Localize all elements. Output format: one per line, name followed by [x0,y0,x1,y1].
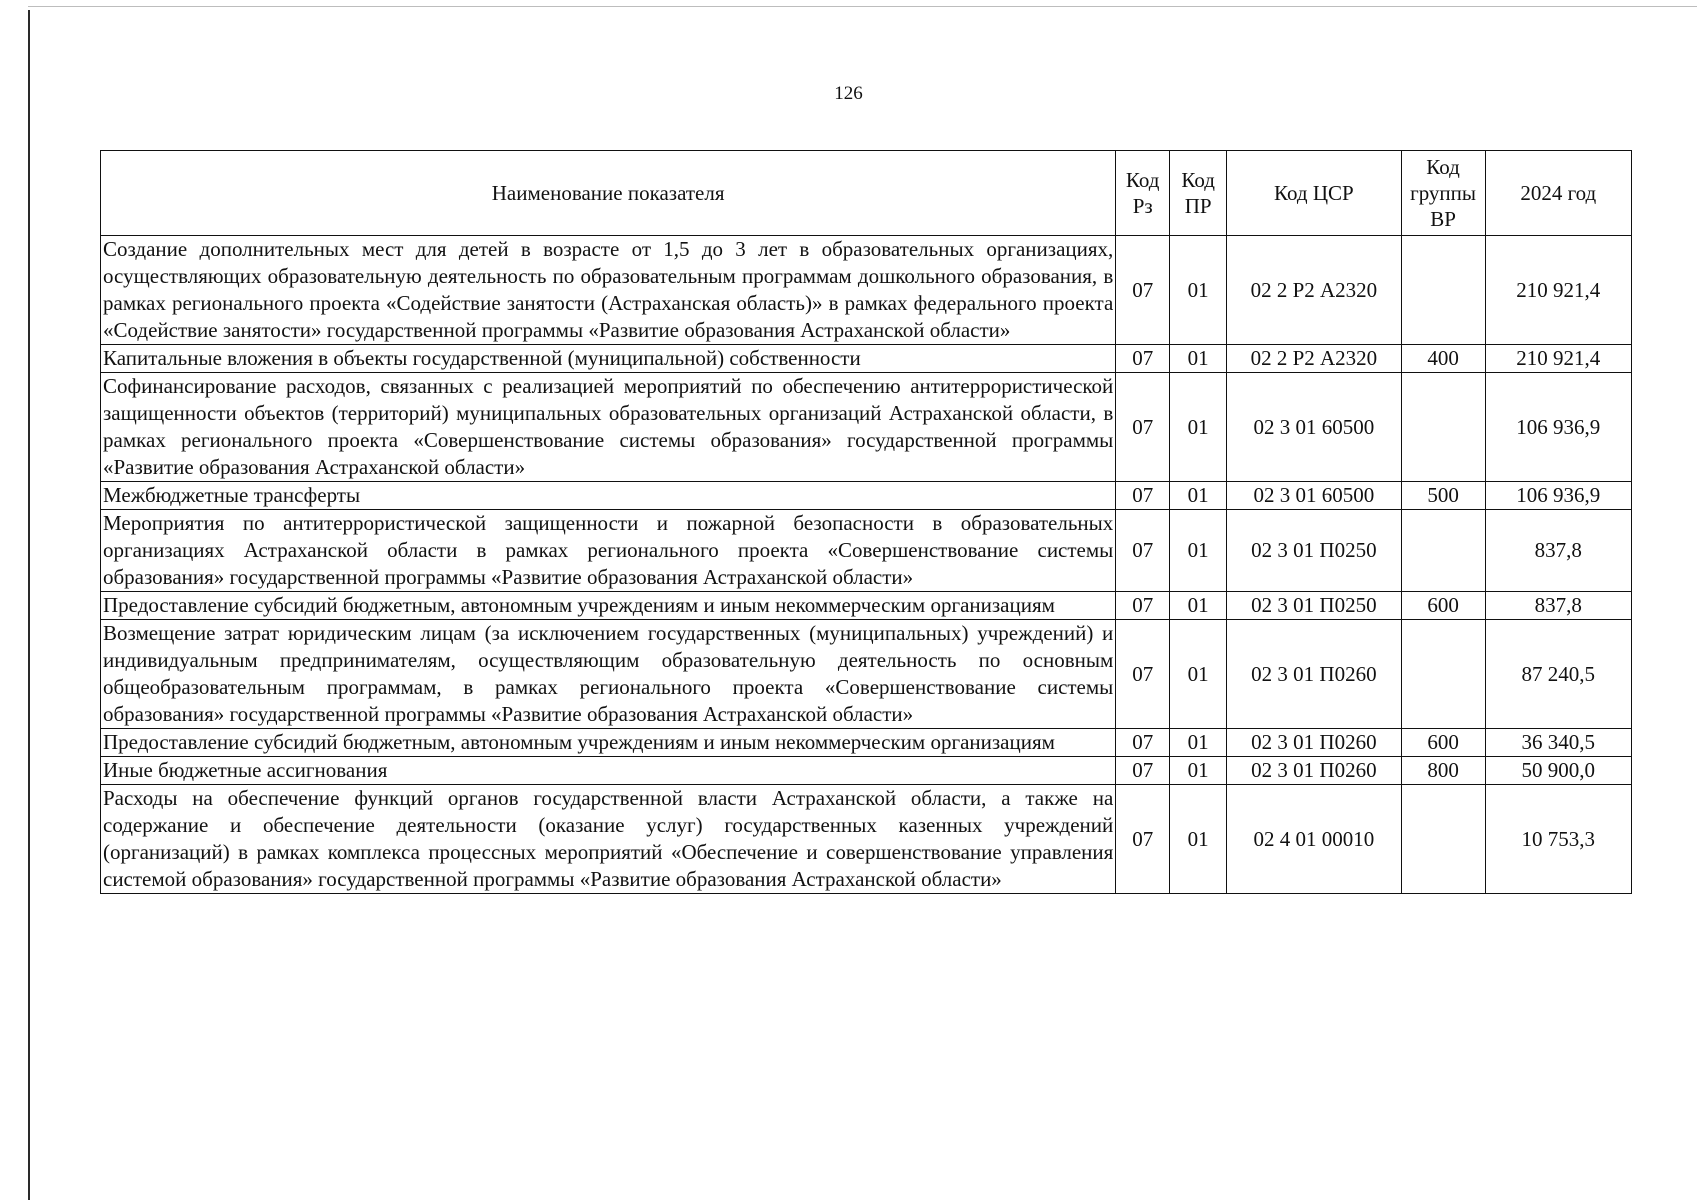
cell-amount: 36 340,5 [1485,729,1631,757]
cell-name: Межбюджетные трансферты [101,482,1116,510]
cell-csr: 02 3 01 П0260 [1227,729,1401,757]
table-row [101,592,1632,620]
cell-name: Создание дополнительных мест для детей в возрасте от 1,5 до 3 лет в образовательных организациях, осуществляющих образовательную деятельность по образовательным программам дошкольного образования, в рамках регионального проекта «Содействие занятости (Астраханская область)» в рамках федерального проекта «Содействие занятости» государственной программы «Развитие образования Астраханской области» [101,236,1116,345]
cell-rz: 07 [1116,373,1170,482]
cell-pr: 01 [1170,620,1227,729]
cell-pr: 01 [1170,729,1227,757]
header-pr: Код ПР [1170,151,1227,236]
cell-name: Софинансирование расходов, связанных с реализацией мероприятий по обеспечению антитеррористической защищенности объектов (территорий) муниципальных образовательных организаций Астраханской области, в рамках регионального проекта «Совершенствование системы образования» государственной программы «Развитие образования Астраханской области» [101,373,1116,482]
cell-rz: 07 [1116,236,1170,345]
cell-vr: 400 [1401,345,1485,373]
cell-rz: 07 [1116,592,1170,620]
cell-name: Предоставление субсидий бюджетным, автономным учреждениям и иным некоммерческим организациям [101,729,1116,757]
cell-name: Возмещение затрат юридическим лицам (за исключением государственных (муниципальных) учреждений) и индивидуальным предпринимателям, осуществляющим образовательную деятельность по основным общеобразовательным программам, в рамках регионального проекта «Совершенствование системы образования» государственной программы «Развитие образования Астраханской области» [101,620,1116,729]
table-row [101,757,1632,785]
cell-rz: 07 [1116,785,1170,894]
cell-csr: 02 3 01 П0260 [1227,757,1401,785]
cell-vr [1401,373,1485,482]
cell-pr: 01 [1170,757,1227,785]
cell-csr: 02 3 01 60500 [1227,373,1401,482]
cell-amount: 87 240,5 [1485,620,1631,729]
cell-amount: 837,8 [1485,510,1631,592]
table-row [101,482,1632,510]
cell-amount: 210 921,4 [1485,345,1631,373]
cell-vr: 500 [1401,482,1485,510]
cell-pr: 01 [1170,482,1227,510]
header-vr: Код группы ВР [1401,151,1485,236]
cell-amount: 210 921,4 [1485,236,1631,345]
cell-name: Иные бюджетные ассигнования [101,757,1116,785]
budget-table [100,150,1632,894]
cell-csr: 02 3 01 П0250 [1227,510,1401,592]
cell-amount: 106 936,9 [1485,482,1631,510]
scan-edge-top [28,6,1697,7]
scan-edge-left [28,10,30,1200]
cell-rz: 07 [1116,510,1170,592]
cell-pr: 01 [1170,373,1227,482]
table-row [101,236,1632,345]
table-row [101,373,1632,482]
header-row [101,151,1632,236]
cell-csr: 02 4 01 00010 [1227,785,1401,894]
cell-pr: 01 [1170,510,1227,592]
header-year: 2024 год [1485,151,1631,236]
cell-rz: 07 [1116,620,1170,729]
table-row [101,785,1632,894]
cell-pr: 01 [1170,345,1227,373]
cell-vr [1401,236,1485,345]
table-body [101,236,1632,894]
cell-rz: 07 [1116,345,1170,373]
header-rz: Код Рз [1116,151,1170,236]
cell-vr [1401,620,1485,729]
cell-rz: 07 [1116,482,1170,510]
cell-name: Мероприятия по антитеррористической защищенности и пожарной безопасности в образовательных организациях Астраханской области в рамках регионального проекта «Совершенствование системы образования» государственной программы «Развитие образования Астраханской области» [101,510,1116,592]
cell-pr: 01 [1170,236,1227,345]
cell-csr: 02 3 01 60500 [1227,482,1401,510]
cell-csr: 02 3 01 П0260 [1227,620,1401,729]
cell-vr: 800 [1401,757,1485,785]
cell-rz: 07 [1116,729,1170,757]
cell-pr: 01 [1170,785,1227,894]
table-row [101,729,1632,757]
table-header [101,151,1632,236]
cell-amount: 50 900,0 [1485,757,1631,785]
cell-vr [1401,510,1485,592]
cell-name: Капитальные вложения в объекты государственной (муниципальной) собственности [101,345,1116,373]
page-number: 126 [834,83,863,104]
cell-vr: 600 [1401,729,1485,757]
table-row [101,345,1632,373]
header-name: Наименование показателя [101,151,1116,236]
cell-vr [1401,785,1485,894]
cell-amount: 106 936,9 [1485,373,1631,482]
table-row [101,620,1632,729]
cell-vr: 600 [1401,592,1485,620]
cell-csr: 02 2 Р2 А2320 [1227,236,1401,345]
table-row [101,510,1632,592]
cell-name: Расходы на обеспечение функций органов государственной власти Астраханской области, а также на содержание и обеспечение деятельности (оказание услуг) государственных казенных учреждений (организаций) в рамках комплекса процессных мероприятий «Обеспечение и совершенствование управления системой образования» государственной программы «Развитие образования Астраханской области» [101,785,1116,894]
cell-csr: 02 2 Р2 А2320 [1227,345,1401,373]
cell-amount: 837,8 [1485,592,1631,620]
header-csr: Код ЦСР [1227,151,1401,236]
cell-csr: 02 3 01 П0250 [1227,592,1401,620]
cell-amount: 10 753,3 [1485,785,1631,894]
cell-rz: 07 [1116,757,1170,785]
cell-pr: 01 [1170,592,1227,620]
cell-name: Предоставление субсидий бюджетным, автономным учреждениям и иным некоммерческим организациям [101,592,1116,620]
